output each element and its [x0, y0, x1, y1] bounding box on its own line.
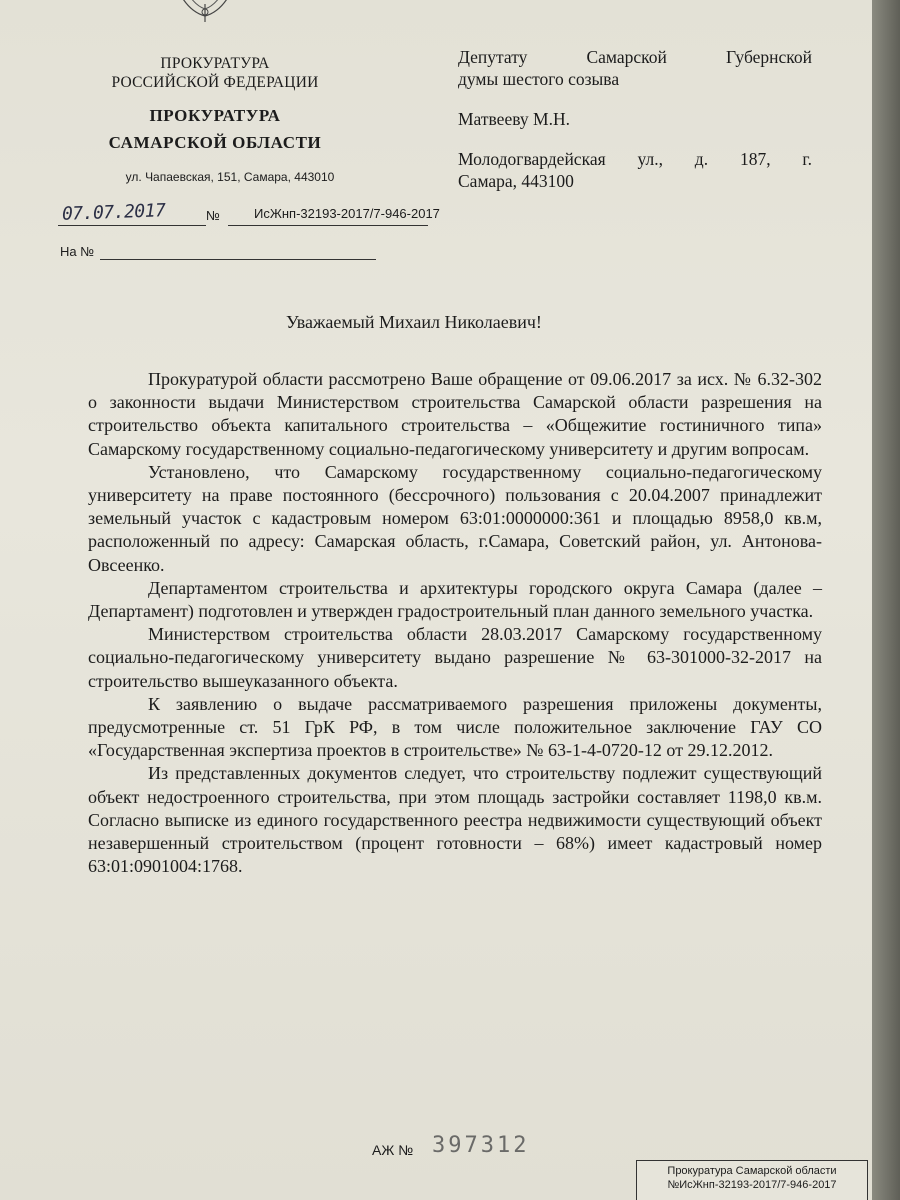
- background-edge: [872, 0, 900, 1200]
- registration-line: [58, 200, 478, 230]
- recipient-block: [458, 46, 812, 192]
- recipient-name: Матвееву М.Н.: [458, 109, 570, 129]
- number-sign: №: [206, 208, 220, 223]
- eagle-emblem-icon: [170, 0, 240, 24]
- header-bold-1: ПРОКУРАТУРА: [149, 106, 281, 125]
- stamp-line-2: №ИсЖнп-32193-2017/7-946-2017: [667, 1179, 837, 1191]
- body-paragraph-3: Департаментом строительства и архитектуры городского округа Самара (далее – Департамент) подготовлен и утвержден градостроительный план данного земельного участка.: [88, 577, 822, 622]
- reference-underline: [100, 259, 376, 260]
- outgoing-number: ИсЖнп-32193-2017/7-946-2017: [254, 206, 440, 221]
- letter-body: [88, 368, 822, 878]
- registration-stamp: [636, 1160, 868, 1200]
- sender-header: [60, 54, 370, 184]
- recipient-address-1: Молодогвардейская ул., д. 187, г.: [458, 149, 812, 169]
- body-paragraph-4: Министерством строительства области 28.03.2017 Самарскому государственному социально-педагогическому университету выдано разрешение № 63-301000-32-2017 на строительство вышеуказанного объекта.: [88, 624, 822, 691]
- recipient-line-2: думы шестого созыва: [458, 69, 620, 89]
- salutation: Уважаемый Михаил Николаевич!: [286, 312, 542, 332]
- recipient-address-2: Самара, 443100: [458, 171, 574, 191]
- reference-label: На №: [60, 244, 95, 259]
- azh-label: АЖ №: [372, 1142, 414, 1158]
- number-underline: [228, 225, 428, 226]
- azh-number: 397312: [432, 1133, 530, 1158]
- date-underline: [58, 225, 206, 226]
- body-paragraph-2: Установлено, что Самарскому государственному социально-педагогическому университету на праве постоянного (бессрочного) пользования с 20.04.2007 принадлежит земельный участок с кадастровым номером 63:01:0000000:361 и площадью 8958,0 кв.м, расположенный по адресу: Самарская область, г.Самара, Советский район, ул. Антонова-Овсеенко.: [88, 461, 822, 575]
- body-paragraph-5: К заявлению о выдаче рассматриваемого разрешения приложены документы, предусмотренные ст. 51 ГрК РФ, в том числе положительное заключение ГАУ СО «Государственная экспертиза проектов в строительстве» № 63-1-4-0720-12 от 29.12.2012.: [88, 693, 822, 761]
- sender-address: ул. Чапаевская, 151, Самара, 443010: [125, 170, 335, 184]
- stamp-line-1: Прокуратура Самарской области: [667, 1165, 837, 1177]
- recipient-line-1: Депутату Самарской Губернской: [458, 47, 812, 67]
- body-paragraph-1: Прокуратурой области рассмотрено Ваше обращение от 09.06.2017 за исх. № 6.32-302 о законности выдачи Министерством строительства Самарской области разрешения на строительство объекта капитального строительства – «Общежитие гостиничного типа» Самарскому государственному социально-педагогическому университету и другим вопросам.: [88, 369, 822, 459]
- handwritten-date: 07.07.2017: [61, 200, 166, 225]
- header-line-2: РОССИЙСКОЙ ФЕДЕРАЦИИ: [111, 74, 319, 91]
- body-paragraph-6: Из представленных документов следует, что строительству подлежит существующий объект недостроенного строительства, при этом площадь застройки составляет 1198,0 кв.м. Согласно выписке из единого государственного реестра недвижимости существующий объект незавершенный строительством (процент готовности – 68%) имеет кадастровый номер 63:01:0901004:1768.: [88, 763, 822, 877]
- header-bold-2: САМАРСКОЙ ОБЛАСТИ: [108, 133, 322, 152]
- header-line-1: ПРОКУРАТУРА: [160, 55, 270, 72]
